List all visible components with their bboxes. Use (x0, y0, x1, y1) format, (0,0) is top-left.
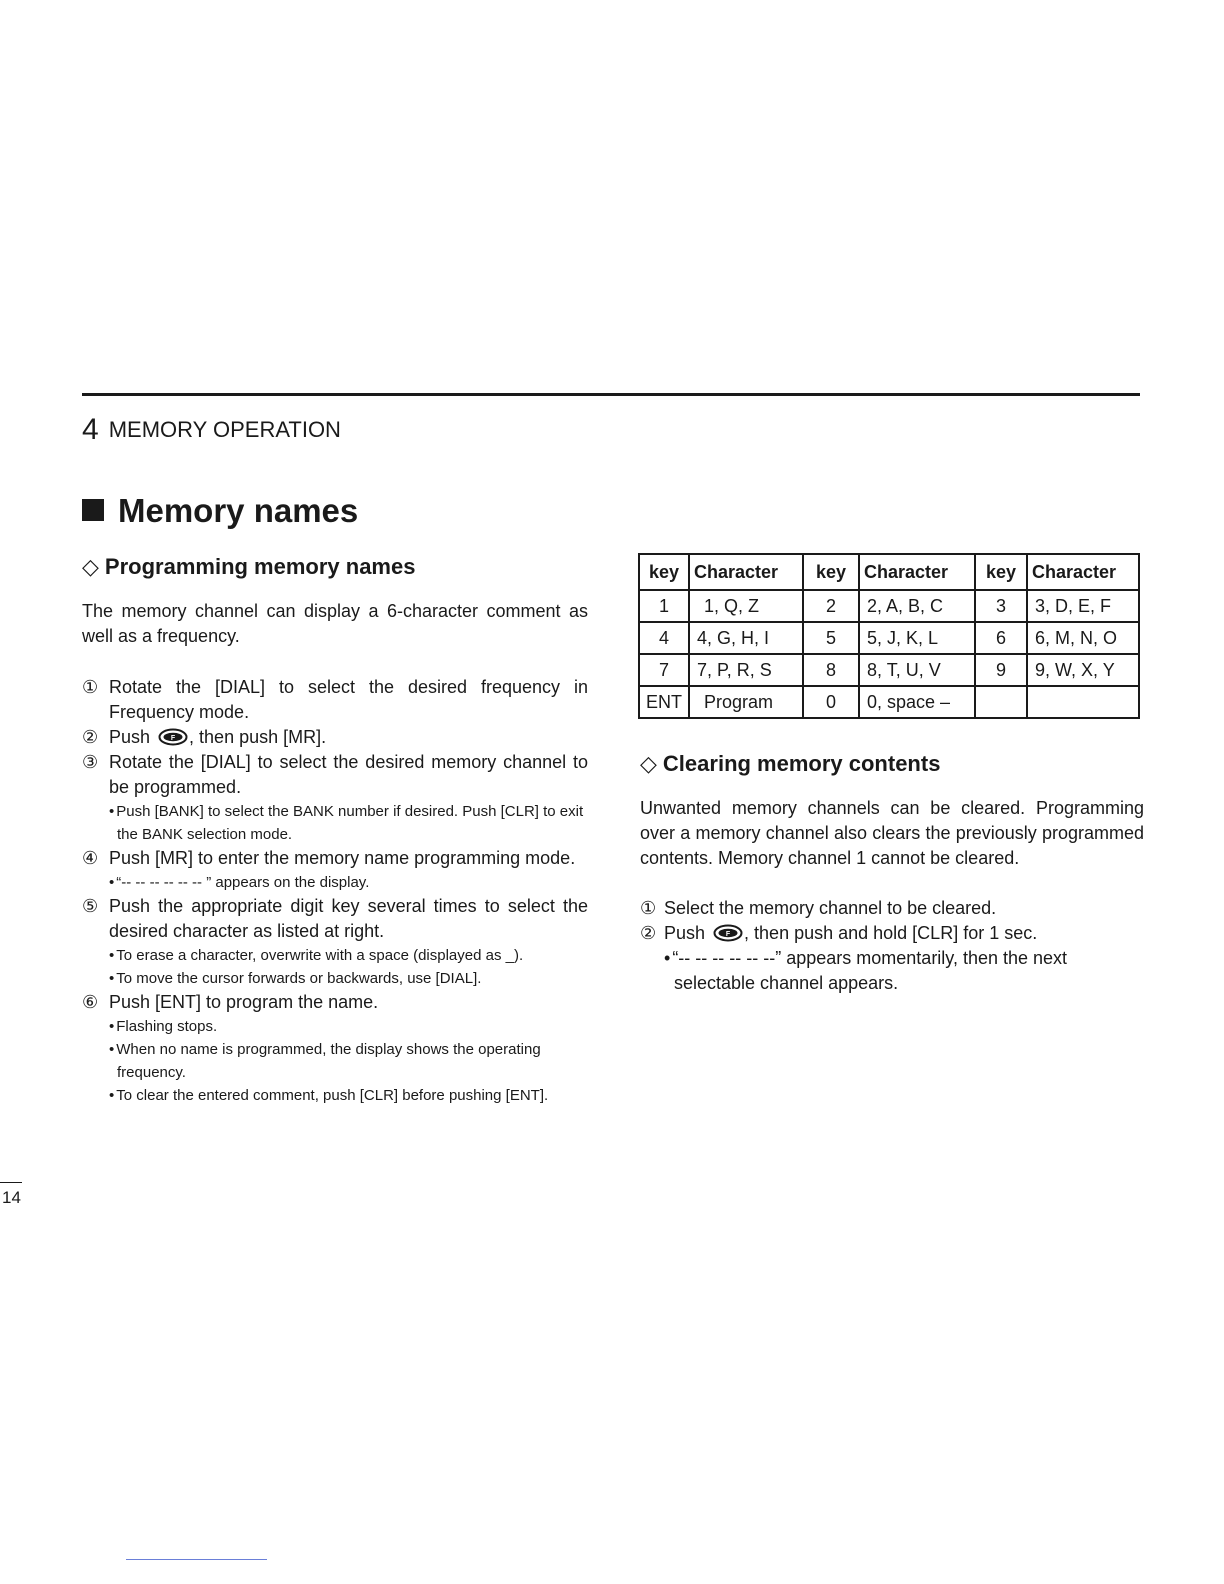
programming-step-3 (82, 750, 588, 846)
step-text (664, 921, 1144, 946)
step-number: ① (82, 677, 99, 697)
function-key-label: F (170, 735, 176, 742)
step-number: ⑤ (82, 896, 99, 916)
step-note: • To erase a character, overwrite with a space (displayed as _). (109, 947, 524, 964)
step-number: ③ (82, 752, 99, 772)
table-cell-key: 4 (639, 622, 689, 654)
chapter-title: MEMORY OPERATION (108, 417, 341, 442)
step-note: • To move the cursor forwards or backwards, use [DIAL]. (109, 970, 482, 987)
function-key-label: F (725, 931, 731, 938)
step-note: • When no name is programmed, the display shows the operating frequency. (109, 1041, 541, 1081)
table-cell-key: 6 (975, 622, 1027, 654)
step-text-after: , then push [MR]. (189, 727, 327, 747)
bottom-divider (126, 1559, 267, 1560)
table-header-cell: key (639, 554, 689, 590)
table-cell-key: 0 (803, 686, 859, 718)
table-cell-chars: 0, space – (859, 686, 975, 718)
step-text: Rotate the [DIAL] to select the desired frequency in Frequency mode. (109, 677, 588, 722)
programming-step-5 (82, 894, 588, 990)
table-cell-key: ENT (639, 686, 689, 718)
table-header-cell: Character (859, 554, 975, 590)
step-note: • Flashing stops. (109, 1018, 218, 1035)
programming-step-6 (82, 990, 588, 1107)
table-cell-chars: 2, A, B, C (859, 590, 975, 622)
table-cell-key (975, 686, 1027, 718)
step-text-before: Push (109, 727, 151, 747)
diamond-icon: ◇ (640, 751, 657, 776)
step-text: Push [MR] to enter the memory name programming mode. (109, 848, 576, 868)
programming-title (82, 554, 415, 580)
step-text (109, 725, 588, 750)
table-header-cell: Character (689, 554, 803, 590)
step-note: • To clear the entered comment, push [CLR] before pushing [ENT]. (109, 1087, 549, 1104)
function-key-icon (713, 924, 743, 942)
table-cell-chars: 5, J, K, L (859, 622, 975, 654)
section-title (82, 492, 358, 530)
table-cell-key: 8 (803, 654, 859, 686)
clearing-steps (640, 896, 1144, 996)
table-cell-chars: 6, M, N, O (1027, 622, 1139, 654)
table-cell-chars: 1, Q, Z (689, 590, 803, 622)
header-rule (82, 393, 1140, 396)
step-number: ② (82, 727, 99, 747)
table-cell-key: 9 (975, 654, 1027, 686)
clearing-intro: Unwanted memory channels can be cleared. Programming over a memory channel also clears the previously programmed contents. Memory channel 1 cannot be cleared. (640, 798, 1144, 868)
clearing-step-2 (640, 921, 1144, 996)
table-cell-chars: Program (689, 686, 803, 718)
step-text: Push the appropriate digit key several times to select the desired character as listed at right. (109, 896, 588, 941)
step-text-before: Push (664, 923, 706, 943)
table-cell-key: 5 (803, 622, 859, 654)
programming-intro: The memory channel can display a 6-character comment as well as a frequency. (82, 601, 588, 646)
table-cell-chars: 7, P, R, S (689, 654, 803, 686)
table-cell-chars: 9, W, X, Y (1027, 654, 1139, 686)
clearing-title (640, 751, 940, 777)
table-row (639, 654, 1139, 686)
table-cell-key: 1 (639, 590, 689, 622)
table-cell-key: 7 (639, 654, 689, 686)
table-row (639, 686, 1139, 718)
step-text: Push [ENT] to program the name. (109, 992, 379, 1012)
table-cell-chars (1027, 686, 1139, 718)
step-number: ⑥ (82, 992, 99, 1012)
step-text: Rotate the [DIAL] to select the desired memory channel to be programmed. (109, 752, 588, 797)
programming-title-text: Programming memory names (104, 554, 416, 579)
step-number: ① (640, 898, 657, 918)
programming-steps (82, 675, 588, 1107)
step-note: • Push [BANK] to select the BANK number if desired. Push [CLR] to exit the BANK selection mode. (109, 803, 584, 843)
table-cell-key: 2 (803, 590, 859, 622)
table-row (639, 622, 1139, 654)
step-number: ② (640, 923, 657, 943)
chapter-header (82, 413, 341, 447)
table-header-cell: key (803, 554, 859, 590)
step-number: ④ (82, 848, 99, 868)
table-cell-key: 3 (975, 590, 1027, 622)
function-key-icon (158, 728, 188, 746)
table-header-row (639, 554, 1139, 590)
character-table (638, 553, 1140, 719)
page-number: 14 (2, 1188, 21, 1207)
table-cell-chars: 4, G, H, I (689, 622, 803, 654)
programming-step-2 (82, 725, 588, 750)
step-note: • “-- -- -- -- -- -- ” appears on the display. (109, 874, 370, 891)
section-square-icon (82, 499, 104, 521)
diamond-icon: ◇ (82, 554, 99, 579)
table-cell-chars: 8, T, U, V (859, 654, 975, 686)
table-header-cell: Character (1027, 554, 1139, 590)
table-row (639, 590, 1139, 622)
step-text-after: , then push and hold [CLR] for 1 sec. (744, 923, 1038, 943)
page-number-rule (0, 1182, 22, 1183)
section-title-text: Memory names (118, 492, 359, 529)
chapter-number: 4 (82, 413, 99, 446)
clearing-title-text: Clearing memory contents (662, 751, 941, 776)
step-note: • “-- -- -- -- -- --” appears momentarily, then the next selectable channel appears. (664, 948, 1068, 993)
table-header-cell: key (975, 554, 1027, 590)
clearing-step-1 (640, 896, 1144, 921)
table-cell-chars: 3, D, E, F (1027, 590, 1139, 622)
programming-step-4 (82, 846, 588, 894)
programming-step-1 (82, 675, 588, 725)
step-text: Select the memory channel to be cleared. (664, 898, 997, 918)
